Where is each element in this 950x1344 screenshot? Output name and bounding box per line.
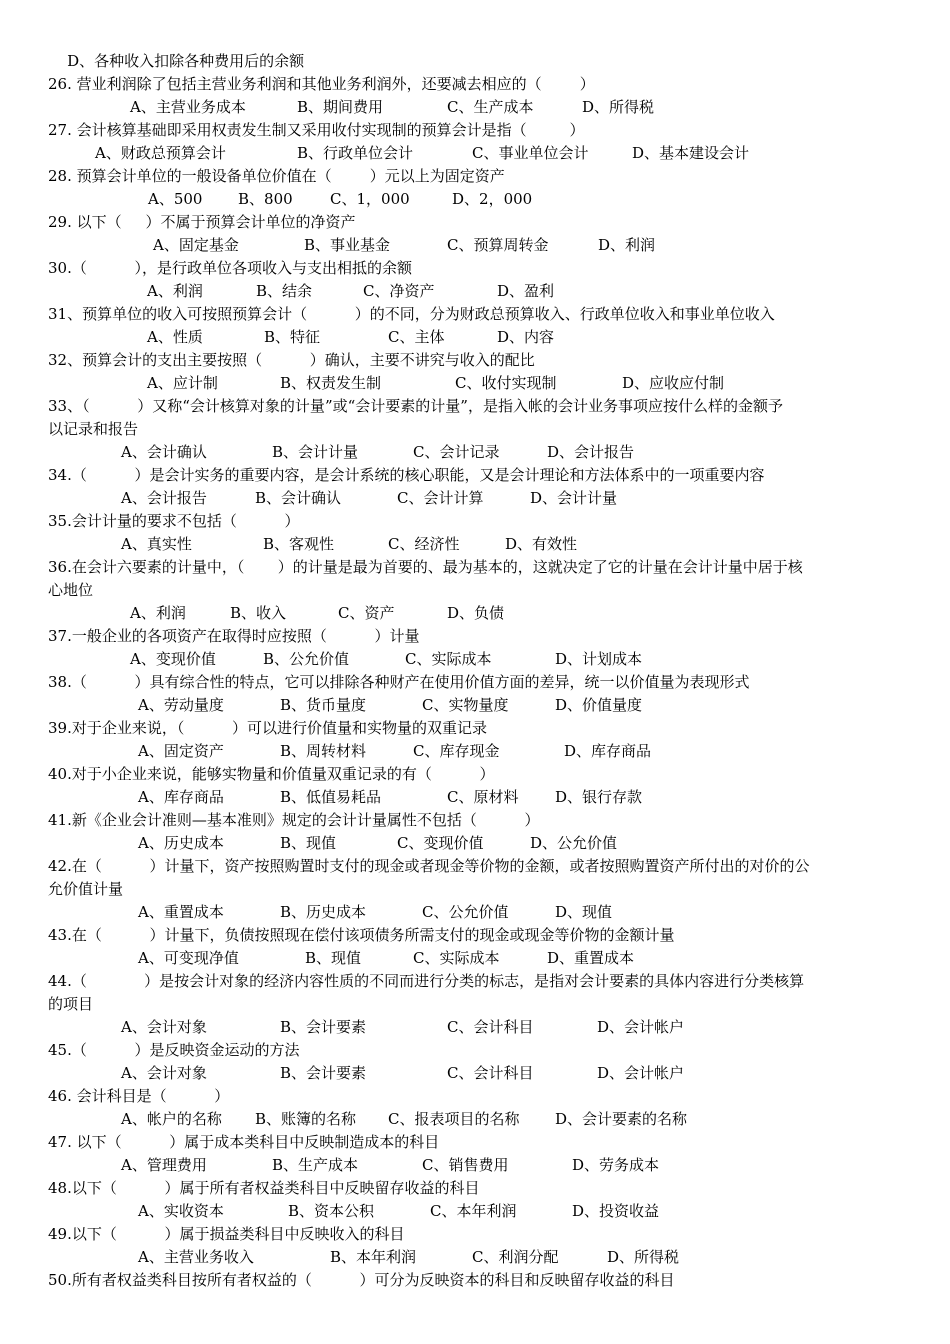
question-38-option-d: D、价值量度 [555,696,643,714]
question-39-option-d: D、库存商品 [564,742,652,760]
question-44-text: 44.（ ）是按会计对象的经济内容性质的不同而进行分类的标志，是指对会计要素的具体内容进行分类核算 [48,972,805,990]
question-30-option-a: A、利润 [147,282,203,300]
question-26-option-c: C、生产成本 [447,98,534,116]
question-49-text: 49.以下（ ）属于损益类科目中反映收入的科目 [48,1225,405,1243]
question-35-option-d: D、有效性 [505,535,578,553]
question-35-option-b: B、客观性 [263,535,335,553]
question-27-option-b: B、行政单位会计 [297,144,414,162]
question-27-option-d: D、基本建设会计 [632,144,750,162]
question-33-option-c: C、会计记录 [413,443,500,461]
question-32-option-b: B、权责发生制 [280,374,382,392]
question-36-option-a: A、利润 [130,604,186,622]
question-26-option-b: B、期间费用 [297,98,384,116]
question-35-text: 35.会计计量的要求不包括（ ） [48,512,300,530]
question-39-option-c: C、库存现金 [413,742,500,760]
question-28-option-c: C、1，000 [330,190,410,208]
question-32-option-a: A、应计制 [147,374,218,392]
question-33-text-cont: 以记录和报告 [48,420,139,438]
question-48-option-b: B、资本公积 [288,1202,375,1220]
question-37-option-d: D、计划成本 [555,650,643,668]
question-36-option-d: D、负债 [447,604,505,622]
question-44-option-a: A、会计对象 [121,1018,207,1036]
question-27-text: 27. 会计核算基础即采用权责发生制又采用收付实现制的预算会计是指（ ） [48,121,585,139]
question-26-option-d: D、所得税 [582,98,655,116]
question-47-option-a: A、管理费用 [121,1156,207,1174]
question-42-text: 42.在（ ）计量下，资产按照购置时支付的现金或者现金等价物的金额，或者按照购置资产所付出的对价的公 [48,857,810,875]
question-41-option-a: A、历史成本 [138,834,224,852]
question-30-option-c: C、净资产 [363,282,435,300]
question-30-option-d: D、盈利 [497,282,555,300]
question-33-option-a: A、会计确认 [121,443,207,461]
question-28-option-a: A、500 [148,190,203,208]
question-43-text: 43.在（ ）计量下，负债按照现在偿付该项债务所需支付的现金或现金等价物的金额计量 [48,926,675,944]
question-50-text: 50.所有者权益类科目按所有者权益的（ ）可分为反映资本的科目和反映留存收益的科目 [48,1271,675,1289]
question-47-option-c: C、销售费用 [422,1156,509,1174]
question-42-option-a: A、重置成本 [138,903,224,921]
question-29-option-b: B、事业基金 [304,236,391,254]
question-25-option-d: D、各种收入扣除各种费用后的余额 [48,52,305,70]
question-49-option-a: A、主营业务收入 [138,1248,254,1266]
question-26-option-a: A、主营业务成本 [130,98,246,116]
question-37-option-b: B、公允价值 [263,650,350,668]
question-45-option-d: D、会计帐户 [597,1064,685,1082]
question-44-text-cont: 的项目 [48,995,94,1013]
question-30-text: 30.（ ），是行政单位各项收入与支出相抵的余额 [48,259,413,277]
question-42-text-cont: 允价值计量 [48,880,124,898]
question-47-text: 47. 以下（ ）属于成本类科目中反映制造成本的科目 [48,1133,440,1151]
question-29-text: 29. 以下（ ）不属于预算会计单位的净资产 [48,213,356,231]
question-49-option-d: D、所得税 [607,1248,680,1266]
question-36-text-cont: 心地位 [48,581,94,599]
question-49-option-c: C、利润分配 [472,1248,559,1266]
question-45-option-b: B、会计要素 [280,1064,367,1082]
question-47-option-d: D、劳务成本 [572,1156,660,1174]
question-33-option-b: B、会计计量 [272,443,359,461]
question-31-text: 31、预算单位的收入可按照预算会计（ ）的不同，分为财政总预算收入、行政单位收入和事业单位收入 [48,305,775,323]
question-27-option-c: C、事业单位会计 [472,144,589,162]
question-42-option-b: B、历史成本 [280,903,367,921]
question-43-option-c: C、实际成本 [413,949,500,967]
question-43-option-d: D、重置成本 [547,949,635,967]
question-36-option-b: B、收入 [230,604,287,622]
question-39-text: 39.对于企业来说，（ ）可以进行价值量和实物量的双重记录 [48,719,488,737]
question-32-option-c: C、收付实现制 [455,374,557,392]
question-29-option-d: D、利润 [598,236,656,254]
question-39-option-a: A、固定资产 [138,742,224,760]
question-37-option-c: C、实际成本 [405,650,492,668]
question-34-option-d: D、会计计量 [530,489,618,507]
question-29-option-c: C、预算周转金 [447,236,549,254]
question-37-option-a: A、变现价值 [130,650,216,668]
question-28-option-b: B、800 [238,190,293,208]
question-40-option-c: C、原材料 [447,788,519,806]
question-33-option-d: D、会计报告 [547,443,635,461]
question-44-option-b: B、会计要素 [280,1018,367,1036]
question-34-text: 34.（ ）是会计实务的重要内容，是会计系统的核心职能，又是会计理论和方法体系中的一项重要内容 [48,466,765,484]
question-41-text: 41.新《企业会计准则—基本准则》规定的会计计量属性不包括（ ） [48,811,540,829]
question-40-text: 40.对于小企业来说，能够实物量和价值量双重记录的有（ ） [48,765,495,783]
question-38-option-c: C、实物量度 [422,696,509,714]
question-41-option-b: B、现值 [280,834,337,852]
question-31-option-a: A、性质 [147,328,203,346]
question-42-option-c: C、公允价值 [422,903,509,921]
question-42-option-d: D、现值 [555,903,613,921]
question-48-option-d: D、投资收益 [572,1202,660,1220]
question-34-option-b: B、会计确认 [255,489,342,507]
question-35-option-c: C、经济性 [388,535,460,553]
question-38-option-a: A、劳动量度 [138,696,224,714]
question-48-text: 48.以下（ ）属于所有者权益类科目中反映留存收益的科目 [48,1179,480,1197]
question-35-option-a: A、真实性 [121,535,192,553]
question-40-option-b: B、低值易耗品 [280,788,382,806]
question-38-option-b: B、货币量度 [280,696,367,714]
question-46-option-d: D、会计要素的名称 [555,1110,688,1128]
question-39-option-b: B、周转材料 [280,742,367,760]
question-36-option-c: C、资产 [338,604,395,622]
question-40-option-d: D、银行存款 [555,788,643,806]
question-47-option-b: B、生产成本 [272,1156,359,1174]
question-44-option-c: C、会计科目 [447,1018,534,1036]
question-40-option-a: A、库存商品 [138,788,224,806]
question-30-option-b: B、结余 [256,282,313,300]
question-44-option-d: D、会计帐户 [597,1018,685,1036]
question-46-option-c: C、报表项目的名称 [388,1110,520,1128]
question-45-text: 45.（ ）是反映资金运动的方法 [48,1041,300,1059]
question-32-text: 32、预算会计的支出主要按照（ ）确认，主要不讲究与收入的配比 [48,351,535,369]
question-45-option-a: A、会计对象 [121,1064,207,1082]
question-46-text: 46. 会计科目是（ ） [48,1087,230,1105]
question-46-option-b: B、账簿的名称 [255,1110,357,1128]
question-36-text: 36.在会计六要素的计量中，（ ）的计量是最为首要的、最为基本的，这就决定了它的计量在会计计量中居于核 [48,558,803,576]
question-43-option-a: A、可变现净值 [138,949,239,967]
question-38-text: 38.（ ）具有综合性的特点，它可以排除各种财产在使用价值方面的差异，统一以价值量为表现形式 [48,673,750,691]
question-28-option-d: D、2，000 [452,190,533,208]
question-48-option-c: C、本年利润 [430,1202,517,1220]
question-49-option-b: B、本年利润 [330,1248,417,1266]
question-31-option-d: D、内容 [497,328,555,346]
question-34-option-c: C、会计计算 [397,489,484,507]
question-33-text: 33、（ ）又称“会计核算对象的计量”或“会计要素的计量”，是指入帐的会计业务事项应按什么样的金额予 [48,397,783,415]
question-31-option-c: C、主体 [388,328,445,346]
question-41-option-c: C、变现价值 [397,834,484,852]
question-28-text: 28. 预算会计单位的一般设备单位价值在（ ）元以上为固定资产 [48,167,505,185]
question-29-option-a: A、固定基金 [153,236,239,254]
question-26-text: 26. 营业利润除了包括主营业务利润和其他业务利润外，还要减去相应的（ ） [48,75,595,93]
question-48-option-a: A、实收资本 [138,1202,224,1220]
question-34-option-a: A、会计报告 [121,489,207,507]
question-41-option-d: D、公允价值 [530,834,618,852]
question-45-option-c: C、会计科目 [447,1064,534,1082]
question-27-option-a: A、财政总预算会计 [95,144,226,162]
question-31-option-b: B、特征 [264,328,321,346]
question-37-text: 37.一般企业的各项资产在取得时应按照（ ）计量 [48,627,420,645]
question-43-option-b: B、现值 [305,949,362,967]
question-32-option-d: D、应收应付制 [622,374,725,392]
question-46-option-a: A、帐户的名称 [121,1110,222,1128]
